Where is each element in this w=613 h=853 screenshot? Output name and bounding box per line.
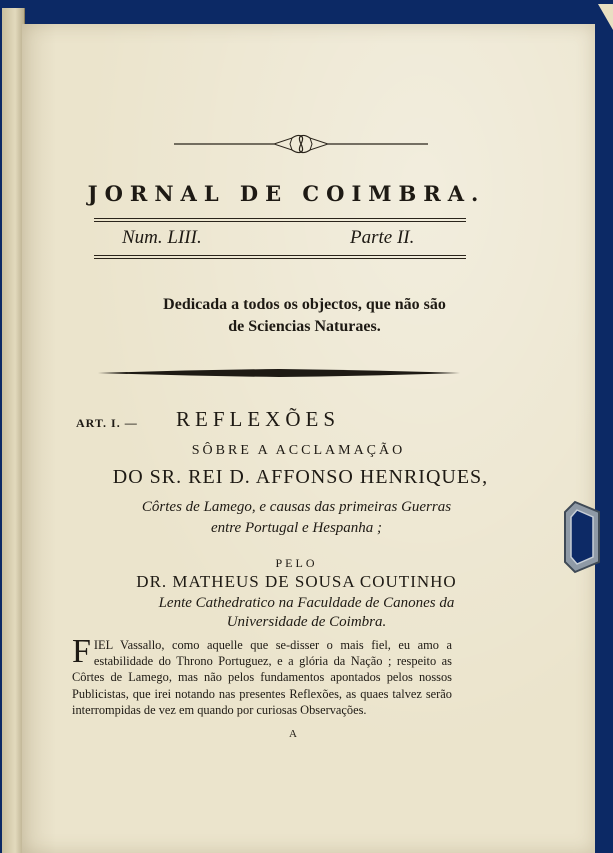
ornament-divider-icon (174, 134, 428, 154)
issue-number: Num. LIII. (122, 227, 202, 248)
body-paragraph-text: IEL Vassallo, como aquelle que se-disser o mais fiel, eu amo a estabilidade do Throno Portuguez, e a glória da Nação ; respeito as Côrtes de Lamego, mas não pelos fundamentos apontados pelos nossos Publicistas, que irei notando nas presentes Reflexões, as quaes talvez serão interrompidas de vez em quando por curiosas Observações. (72, 638, 452, 717)
issue-part: Parte II. (350, 227, 415, 248)
author-name: DR. MATHEUS DE SOUSA COUTINHO (136, 572, 457, 591)
author-role-2: Universidade de Coimbra. (226, 614, 387, 630)
dedication-line-2: de Sciencias Naturaes. (228, 318, 381, 335)
dedication-line-1: Dedicada a todos os objectos, que não são (163, 296, 446, 313)
masthead-rule-top-2 (94, 221, 466, 222)
author-role-1: Lente Cathedratico na Faculdade de Canones da (158, 595, 455, 611)
journal-title: JORNAL DE COIMBRA. (87, 181, 486, 206)
article-subheading-2: entre Portugal e Hespanha ; (210, 520, 383, 536)
book-page (22, 24, 595, 853)
article-subheading-1: Côrtes de Lamego, e causas das primeiras Guerras (141, 499, 452, 515)
masthead-rule-bottom-1 (94, 255, 466, 256)
binding-clasp-icon (563, 500, 603, 574)
article-label: ART. I. — (76, 416, 138, 430)
drop-cap: F (72, 633, 91, 670)
byline-pelo: PELO (275, 556, 318, 570)
article-heading-sobre: SÔBRE A ACCLAMAÇÃO (191, 443, 406, 458)
signature-mark: A (289, 728, 297, 740)
thick-rule-divider (98, 368, 460, 378)
page-corner-icon (598, 4, 613, 30)
body-paragraph (72, 633, 452, 718)
article-heading-rei: DO SR. REI D. AFFONSO HENRIQUES, (112, 466, 489, 488)
masthead-rule-bottom-2 (94, 258, 466, 259)
masthead-rule-top-1 (94, 218, 466, 219)
article-title: REFLEXÕES (176, 407, 341, 431)
